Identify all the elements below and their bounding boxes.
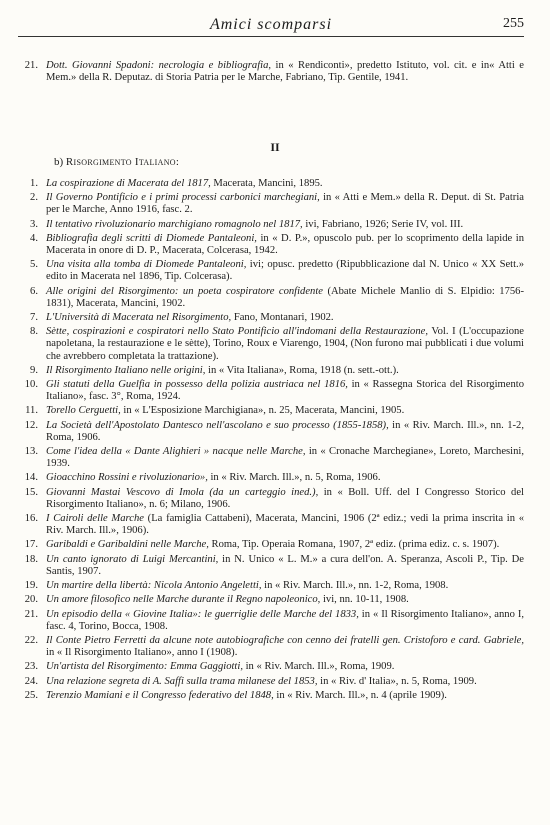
entry-text	[46, 326, 524, 363]
entry-citation: in N. Unico « L. M.» a cura dell'on. A. Speranza, Ascoli P., Tip. De Santis, 1907.	[46, 553, 524, 577]
entry-citation: in « Cronache Marchegiane», Loreto, Marchesini, 1939.	[46, 446, 525, 470]
bibliography-entry	[18, 513, 524, 537]
entry-citation: ivi; opusc. predetto (Ripubblicazione dal N. Unico « XX Sett.» edito in Macerata nel 1896, Tip. Colcerasa).	[46, 259, 525, 283]
intro-entry-list	[18, 60, 524, 86]
bibliography-entry	[18, 178, 524, 190]
entry-text	[46, 472, 524, 484]
entry-title: Un martire della libertà: Nicola Antonio Angeletti,	[46, 580, 262, 592]
entry-citation: in « Boll. Uff. del I Congresso Storico del Risorgimento Italiano», n. 6; Milano, 1906.	[46, 486, 524, 510]
bibliography-entry	[18, 420, 524, 444]
bibliography-entry	[18, 365, 524, 377]
entry-title: La Società dell'Apostolato Dantesco nell'ascolano e suo processo (1855-1858),	[46, 419, 389, 431]
bibliography-entry	[18, 472, 524, 484]
entry-title: Garibaldi e Garibaldini nelle Marche,	[46, 539, 209, 551]
entry-citation: Macerata, Mancini, 1895.	[210, 178, 323, 189]
entry-number: 10.	[24, 379, 38, 391]
bibliography-entry	[18, 192, 524, 216]
bibliography-entry	[18, 661, 524, 673]
subsection-letter: b)	[54, 156, 64, 168]
entry-text	[46, 609, 524, 633]
subsection-title: Risorgimento Italiano:	[65, 156, 180, 168]
entry-citation: (La famiglia Cattabeni), Macerata, Mancini, 1906 (2ª ediz.; vedi la prima inscrita in « Riv. March. Ill.», 1906).	[46, 513, 524, 537]
entry-citation: in « Riv. March. Ill.», Roma, 1909.	[242, 661, 395, 673]
entry-text	[46, 379, 524, 403]
bibliography-entry	[18, 676, 524, 688]
entry-citation: Fano, Montanari, 1902.	[231, 312, 334, 324]
entry-citation: (Abate Michele Manlio di S. Elpidio: 1756-1831), Macerata, Mancini, 1902.	[46, 285, 524, 309]
entry-citation: in « Riv. March. Ill.», n. 4 (aprile 1909).	[273, 689, 447, 701]
entry-text	[46, 420, 524, 444]
entry-citation: ivi, nn. 10-11, 1908.	[320, 594, 409, 606]
entry-text	[46, 594, 524, 606]
bibliography-entry	[18, 635, 524, 659]
running-head	[18, 14, 524, 37]
entry-number: 11.	[25, 405, 38, 417]
entry-citation: in « Riv. d' Italia», n. 5, Roma, 1909.	[317, 675, 477, 687]
entry-title: Alle origini del Risorgimento: un poeta cospiratore confidente	[46, 285, 323, 297]
entry-title: Bibliografia degli scritti di Diomede Pantaleoni,	[46, 232, 257, 244]
entry-number: 2.	[30, 192, 38, 204]
entry-title: I Cairoli delle Marche	[46, 513, 144, 525]
entry-number: 3.	[30, 218, 38, 230]
entry-text	[46, 676, 524, 688]
entry-number: 17.	[24, 539, 38, 551]
entry-citation: in « Il Risorgimento Italiano», anno I (1908).	[46, 647, 238, 659]
entry-number: 15.	[24, 486, 38, 498]
entry-title: Sètte, cospirazioni e cospiratori nello Stato Pontificio all'indomani della Restaurazione,	[46, 326, 428, 338]
entry-text	[46, 259, 524, 283]
entry-text	[46, 178, 524, 190]
bibliography-entry	[18, 60, 524, 84]
running-head-title: Amici scomparsi	[209, 16, 333, 33]
entry-title: La cospirazione di Macerata del 1817,	[46, 178, 211, 189]
entry-citation: in « Atti e Mem.» della R. Deput. di St. Patria per le Marche, Anno 1916, fasc. 2.	[46, 192, 524, 216]
bibliography-entry	[18, 312, 524, 324]
bibliography-entry	[18, 594, 524, 606]
bibliography-list	[18, 178, 524, 704]
entry-number: 7.	[30, 312, 38, 324]
entry-citation: ivi, Fabriano, 1926; Serie IV, vol. III.	[302, 218, 464, 230]
entry-text	[46, 487, 524, 511]
entry-citation: in « Rassegna Storica del Risorgimento Italiano», fasc. 3°, Roma, 1924.	[46, 379, 524, 403]
entry-citation: Vol. I (L'occupazione napoletana, la restaurazione e le sètte), Torino, Roux e Viarengo, 1904, (Non furono mai pubblicati i due volumi che avrebbero completata la trattazione).	[46, 326, 524, 362]
entry-number: 9.	[30, 364, 38, 376]
entry-title: Gli statuti della Guelfia in possesso della polizia austriaca nel 1816,	[46, 379, 348, 391]
entry-title: Un'artista del Risorgimento: Emma Gaggiotti,	[46, 661, 243, 673]
entry-text	[46, 554, 524, 578]
bibliography-entry	[18, 539, 524, 551]
entry-text	[46, 405, 524, 417]
entry-text	[46, 661, 524, 673]
entry-title: Giovanni Mastai Vescovo di Imola (da un carteggio ined.),	[46, 486, 319, 498]
bibliography-entry	[18, 487, 524, 511]
entry-title: Una relazione segreta di A. Saffi sulla trama milanese del 1853,	[46, 675, 318, 687]
entry-text	[46, 635, 524, 659]
bibliography-entry	[18, 259, 524, 283]
bibliography-entry	[18, 580, 524, 592]
entry-text	[46, 219, 524, 231]
entry-text	[46, 446, 524, 470]
bibliography-entry	[18, 554, 524, 578]
bibliography-entry	[18, 233, 524, 257]
bibliography-entry	[18, 405, 524, 417]
entry-number: 6.	[30, 285, 38, 297]
entry-citation: in « Rendiconti», predetto Istituto, vol. cit. e in« Atti e Mem.» della R. Deputaz. di Storia Patria per le Marche, Fabriano, Tip. Gentile, 1941.	[46, 60, 524, 84]
entry-title: Dott. Giovanni Spadoni: necrologia e bibliografia,	[46, 60, 272, 71]
entry-number: 24.	[24, 675, 38, 687]
entry-text	[46, 580, 524, 592]
entry-text	[46, 192, 524, 216]
bibliography-entry	[18, 609, 524, 633]
bibliography-entry	[18, 379, 524, 403]
bibliography-entry	[18, 326, 524, 363]
entry-number: 4.	[30, 232, 38, 244]
entry-number: 22.	[24, 634, 38, 646]
page-number: 255	[503, 16, 524, 31]
entry-number: 23.	[24, 661, 38, 673]
entry-citation: in « Riv. March. Ill.», n. 5, Roma, 1906.	[207, 472, 381, 484]
entry-number: 20.	[24, 594, 38, 606]
subsection-heading	[54, 156, 179, 168]
entry-title: Il Conte Pietro Ferretti da alcune note autobiografiche con cenno dei fratelli gen. Cristoforo e card. Gabriele,	[46, 634, 524, 646]
entry-title: Il Governo Pontificio e i primi processi carbonici marchegiani,	[46, 192, 320, 204]
entry-text	[46, 690, 524, 702]
entry-title: Torello Cerguetti,	[46, 405, 121, 417]
entry-number: 13.	[24, 446, 38, 458]
entry-citation: in « Vita Italiana», Roma, 1918 (n. sett.-ott.).	[205, 364, 399, 376]
entry-number: 12.	[24, 419, 38, 431]
bibliography-entry	[18, 286, 524, 310]
entry-title: Un canto ignorato di Luigi Mercantini,	[46, 553, 219, 565]
entry-title: Come l'idea della « Dante Alighieri » nacque nelle Marche,	[46, 446, 306, 458]
entry-text	[46, 286, 524, 310]
entry-title: L'Università di Macerata nel Risorgimento,	[46, 312, 232, 324]
entry-title: Gioacchino Rossini e rivoluzionario»,	[46, 472, 208, 484]
entry-text	[46, 539, 524, 551]
entry-text	[46, 365, 524, 377]
entry-title: Il tentativo rivoluzionario marchigiano romagnolo nel 1817,	[46, 218, 303, 230]
bibliography-entry	[18, 690, 524, 702]
entry-number: 21.	[24, 60, 38, 71]
bibliography-entry	[18, 446, 524, 470]
entry-number: 25.	[24, 689, 38, 701]
entry-title: Un amore filosofico nelle Marche durante il Regno napoleonico,	[46, 594, 321, 606]
entry-number: 14.	[24, 472, 38, 484]
entry-number: 19.	[24, 580, 38, 592]
entry-title: Un episodio della « Giovine Italia»: le guerriglie delle Marche del 1833,	[46, 608, 359, 620]
entry-title: Terenzio Mamiani e il Congresso federativo del 1848,	[46, 689, 274, 701]
entry-citation: in « Riv. March. Ill.», nn. 1-2, Roma, 1906.	[46, 419, 524, 443]
entry-citation: in « Riv. March. Ill.», nn. 1-2, Roma, 1908.	[261, 580, 449, 592]
entry-citation: in « L'Esposizione Marchigiana», n. 25, Macerata, Mancini, 1905.	[120, 405, 405, 417]
entry-number: 8.	[30, 326, 38, 338]
entry-text	[46, 312, 524, 324]
entry-text	[46, 60, 524, 84]
bibliography-entry	[18, 219, 524, 231]
entry-number: 16.	[24, 513, 38, 525]
entry-number: 1.	[30, 178, 38, 189]
section-number: II	[270, 140, 280, 154]
entry-citation: Roma, Tip. Operaia Romana, 1907, 2ª ediz. (prima ediz. c. s. 1907).	[208, 539, 500, 551]
entry-number: 5.	[30, 259, 38, 271]
entry-number: 21.	[24, 608, 38, 620]
entry-number: 18.	[24, 553, 38, 565]
entry-text	[46, 233, 524, 257]
entry-text	[46, 513, 524, 537]
entry-title: Una visita alla tomba di Diomede Pantaleoni,	[46, 259, 247, 271]
entry-title: Il Risorgimento Italiano nelle origini,	[46, 364, 206, 376]
entry-citation: in « D. P.», opuscolo pub. per lo scoprimento della lapide in Macerata in onore di D. P., Macerata, Colcerasa, 1942.	[46, 232, 524, 257]
entry-citation: in « Il Risorgimento Italiano», anno I, fasc. 4, Torino, Bocca, 1908.	[46, 608, 524, 632]
